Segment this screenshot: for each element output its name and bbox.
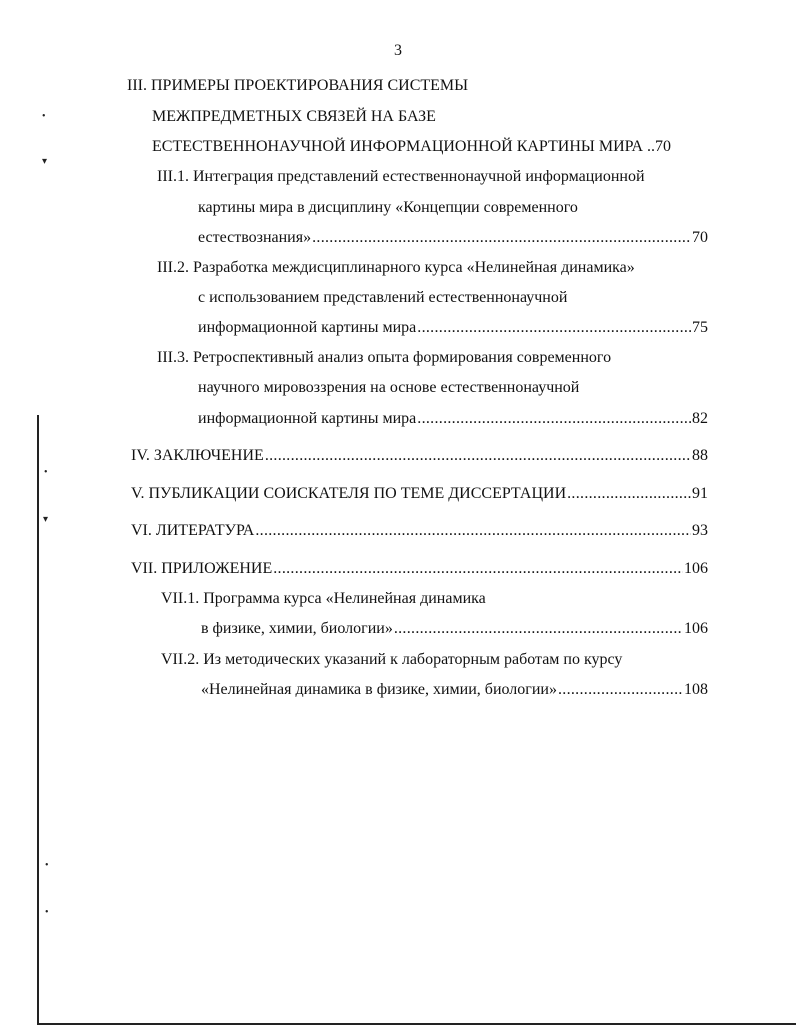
toc-s7-title: VII. ПРИЛОЖЕНИЕ bbox=[131, 560, 273, 577]
toc-s3-1-line2: картины мира в дисциплину «Концепции современного bbox=[198, 199, 578, 216]
scan-speck: ▾ bbox=[42, 156, 48, 167]
toc-s7-2-page: 108 bbox=[684, 681, 708, 698]
toc-s5-page: 91 bbox=[692, 485, 708, 502]
toc-s3-line3: ЕСТЕСТВЕННОНАУЧНОЙ ИНФОРМАЦИОННОЙ КАРТИНЫ МИРА ..70 bbox=[152, 138, 672, 155]
dot-leader bbox=[273, 558, 683, 580]
toc-s4 bbox=[131, 445, 708, 467]
toc-s3-1-page: 70 bbox=[692, 229, 708, 246]
toc-s7-1-title-end: в физике, химии, биологии» bbox=[201, 620, 393, 637]
toc-s3-1-line1: III.1. Интеграция представлений естественнонаучной информационной bbox=[157, 168, 645, 185]
toc-s3-line1: III. ПРИМЕРЫ ПРОЕКТИРОВАНИЯ СИСТЕМЫ bbox=[127, 77, 469, 94]
toc-s3-3-line3 bbox=[198, 408, 708, 430]
toc-s3-3-title-end: информационной картины мира bbox=[198, 410, 417, 427]
scan-speck: • bbox=[45, 860, 49, 871]
toc-s3-2-page: 75 bbox=[692, 319, 708, 336]
toc-s3-1-title-end: естествознания» bbox=[198, 229, 312, 246]
toc-s4-title: IV. ЗАКЛЮЧЕНИЕ bbox=[131, 447, 264, 464]
dot-leader bbox=[255, 520, 691, 542]
page-number: 3 bbox=[394, 42, 402, 59]
dot-leader bbox=[567, 483, 691, 505]
toc-s3-line2: МЕЖПРЕДМЕТНЫХ СВЯЗЕЙ НА БАЗЕ bbox=[152, 108, 436, 125]
toc-s3-2-line2: с использованием представлений естественнонаучной bbox=[198, 289, 568, 306]
toc-s7-2-title-end: «Нелинейная динамика в физике, химии, биологии» bbox=[201, 681, 557, 698]
scan-margin-line bbox=[37, 415, 39, 1025]
dot-leader bbox=[265, 445, 691, 467]
toc-s3-2-line3 bbox=[198, 317, 708, 339]
scan-speck: • bbox=[42, 111, 46, 122]
scan-speck: • bbox=[45, 907, 49, 918]
toc-s3-2-title-end: информационной картины мира bbox=[198, 319, 417, 336]
toc-s7-1-line2 bbox=[201, 618, 708, 640]
toc-s5-title: V. ПУБЛИКАЦИИ СОИСКАТЕЛЯ ПО ТЕМЕ ДИССЕРТАЦИИ bbox=[131, 485, 567, 502]
toc-s7 bbox=[131, 558, 708, 580]
toc-s3-3-page: 82 bbox=[692, 410, 708, 427]
dot-leader bbox=[417, 317, 691, 339]
dot-leader bbox=[558, 679, 683, 701]
toc-s6-title: VI. ЛИТЕРАТУРА bbox=[131, 522, 255, 539]
scan-speck: • bbox=[44, 467, 48, 478]
toc-s6 bbox=[131, 520, 708, 542]
toc-s3-3-line2: научного мировоззрения на основе естественнонаучной bbox=[198, 379, 580, 396]
toc-s7-2-line1: VII.2. Из методических указаний к лабораторным работам по курсу bbox=[161, 651, 623, 668]
dot-leader bbox=[394, 618, 683, 640]
toc-s5 bbox=[131, 483, 708, 505]
toc-s7-page: 106 bbox=[684, 560, 708, 577]
toc-s6-page: 93 bbox=[692, 522, 708, 539]
dot-leader bbox=[312, 227, 691, 249]
toc-s3-2-line1: III.2. Разработка междисциплинарного курса «Нелинейная динамика» bbox=[157, 259, 635, 276]
dot-leader bbox=[417, 408, 691, 430]
toc-s7-1-line1: VII.1. Программа курса «Нелинейная динамика bbox=[161, 590, 486, 607]
toc-s3-3-line1: III.3. Ретроспективный анализ опыта формирования современного bbox=[157, 349, 612, 366]
scan-bottom-line bbox=[37, 1023, 796, 1025]
toc-s3-1-line3 bbox=[198, 227, 708, 249]
toc-s4-page: 88 bbox=[692, 447, 708, 464]
toc-s7-2-line2 bbox=[201, 679, 708, 701]
scan-speck: ▾ bbox=[43, 514, 49, 525]
toc-s7-1-page: 106 bbox=[684, 620, 708, 637]
